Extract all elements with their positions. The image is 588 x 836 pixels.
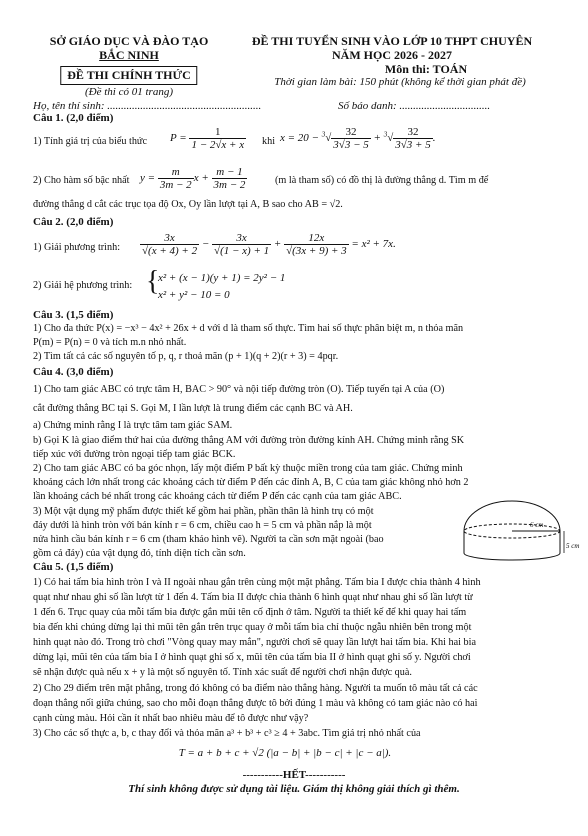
q5-line1: 1) Có hai tấm bia hình tròn I và II ngoài nhau gắn trên cùng một mặt phẳng. Tấm bia I được chia thành 4 hình [33, 577, 481, 588]
cosmetic-container-figure [460, 497, 580, 563]
q3-line2: P(m) = P(n) = 0 và tích m.n nhỏ nhất. [33, 337, 187, 348]
q4-line2: cắt đường thẳng BC tại S. Gọi M, I lần lượt là trung điểm các cạnh BC và AH. [33, 403, 353, 414]
q4-line7: khoảng cách lớn nhất trong các khoảng cách từ điểm P đến các đỉnh A, B, C của tam giác không nhỏ hơn 2 [33, 477, 469, 488]
province-name: BẮC NINH [99, 48, 159, 62]
q3-title: Câu 3. (1,5 điểm) [33, 309, 114, 321]
q5-line10: cạnh cùng màu. Hỏi cần ít nhất bao nhiêu màu để tô được như vậy? [33, 713, 309, 724]
q1-x-value: x = 20 − $^3$√ $\frac{32}{3√3 - 5}$ + $^3$√ $\frac{32}{3√3 + 5}$ . [280, 126, 436, 151]
candidate-number: Số báo danh: ................................. [338, 100, 491, 112]
q5-expression: T = a + b + c + √2 (|a − b| + |b − c| + |c − a|). [178, 747, 392, 759]
q4-line4: b) Gọi K là giao điểm thứ hai của đường thẳng AM với đường tròn đường kính AH. Chứng minh rằng SK [33, 435, 465, 446]
q4-line12: gồm cả đáy) của vật dụng đó, tính diện tích cần sơn. [33, 548, 246, 559]
system-brace: { [146, 266, 160, 297]
q4-line5: tiếp xúc với đường tròn ngoại tiếp tam giác BCK. [33, 449, 236, 460]
q1-linear-function: y = $\frac{m}{3m - 2}$ x + $\frac{m - 1}{3m - 2}$ [140, 166, 246, 191]
subject: Môn thi: TOÁN [384, 62, 468, 76]
q1-when: khi [262, 136, 276, 147]
q5-line8: 2) Cho 29 điểm trên mặt phẳng, trong đó không có ba điểm nào thẳng hàng. Người ta muốn tô màu tất cả các [33, 683, 478, 694]
q2-system-eq2: x² + y² − 10 = 0 [158, 289, 230, 301]
footer-note: Thí sinh không được sử dụng tài liệu. Giám thị không giải thích gì thêm. [128, 783, 460, 795]
q5-line11: 3) Cho các số thực a, b, c thay đổi và thỏa mãn a³ + b³ + c³ ≥ 4 + 3abc. Tìm giá trị nhỏ nhất của [33, 728, 421, 739]
q4-line10: đáy dưới là hình tròn với bán kính r = 6 cm, chiều cao h = 5 cm và phần nắp là một [33, 520, 372, 531]
q3-line1: 1) Cho đa thức P(x) = −x³ − 4x² + 26x + d với d là tham số thực. Tìm hai số thực phân biệt m, n thỏa mãn [33, 323, 464, 334]
q1-part2-mid: (m là tham số) có đồ thị là đường thẳng d. Tìm m để [275, 175, 489, 186]
official-label: ĐỀ THI CHÍNH THỨC [60, 66, 197, 85]
q5-line4: bia đến khi chúng dừng lại thì mũi tên gắn trên trục quay ở mỗi tấm bia chỉ thuộc ngẫu nhiên bên trong một [33, 622, 472, 633]
q1-part1-text: 1) Tính giá trị của biểu thức [33, 136, 147, 147]
school-year: NĂM HỌC 2026 - 2027 [332, 48, 452, 62]
q4-title: Câu 4. (3,0 điểm) [33, 366, 114, 378]
candidate-name: Họ, tên thí sinh: ........................................................ [33, 100, 262, 112]
q2-part1-text: 1) Giải phương trình: [33, 242, 121, 253]
q5-line2: quạt như nhau ghi số lần lượt từ 1 đến 4. Tấm bia II được chia thành 6 hình quạt như nhau ghi số lần lượt từ [33, 592, 473, 603]
q5-line3: 1 đến 6. Trục quay của mỗi tấm bia được gắn mũi tên cố định ở tâm. Người ta thiết kế để khi quay hai tấm [33, 607, 467, 618]
end-marker: -----------HẾT----------- [242, 769, 346, 781]
q4-line1: 1) Cho tam giác ABC có trực tâm H, BAC > 90° và nội tiếp đường tròn (O). Tiếp tuyến tại A của (O) [33, 384, 445, 395]
q1-title: Câu 1. (2,0 điểm) [33, 112, 114, 124]
q1-part2-text: 2) Cho hàm số bậc nhất [33, 175, 130, 186]
q2-equation: $\frac{3x}{√(x + 4) + 2}$ − $\frac{3x}{√(1 - x) + 1}$ + $\frac{12x}{√(3x + 9) + 3}$ = x² + 7x. [142, 232, 396, 257]
pages-note: (Đề thi có 01 trang) [85, 86, 173, 98]
q2-part2-text: 2) Giải hệ phương trình: [33, 280, 133, 291]
q2-system-eq1: x² + (x − 1)(y + 1) = 2y² − 1 [158, 272, 286, 284]
q4-line11: nửa hình cầu bán kính r = 6 cm (tham khảo hình vẽ). Người ta cần sơn mặt ngoài (bao [33, 534, 384, 545]
time-allowed: Thời gian làm bài: 150 phút (không kể thời gian phát đề) [274, 76, 526, 88]
figure-height-label: 5 cm [566, 542, 580, 550]
figure-radius-label: 6 cm [530, 521, 544, 529]
q4-line3: a) Chứng minh rằng I là trực tâm tam giác SAM. [33, 420, 233, 431]
q2-title: Câu 2. (2,0 điểm) [33, 216, 114, 228]
exam-title: ĐỀ THI TUYỂN SINH VÀO LỚP 10 THPT CHUYÊN [251, 34, 533, 48]
q5-line9: đoạn thẳng nối giữa chúng, sao cho mỗi đoạn thẳng được tô bởi đúng 1 màu và không có tam giác nào có hai [33, 698, 478, 709]
q4-line9: 3) Một vật dụng mỹ phẩm được thiết kế gồm hai phần, phần thân là hình trụ có một [33, 506, 374, 517]
q4-line8: lần khoảng cách bé nhất trong các khoảng cách từ điểm P đến các cạnh của tam giác ABC. [33, 491, 402, 502]
q4-line6: 2) Cho tam giác ABC có ba góc nhọn, lấy một điểm P bất kỳ thuộc miền trong của tam giác. Chứng minh [33, 463, 463, 474]
q1-expression: P = $\frac{1}{1 - 2√x + x}$ [170, 126, 245, 151]
q3-line3: 2) Tìm tất cả các số nguyên tố p, q, r thoả mãn (p + 1)(q + 2)(r + 3) = 4pqr. [33, 351, 339, 362]
q5-line5: hình quạt nào đó. Trong trò chơi "Vòng quay may mắn", người chơi sẽ quay lần lượt hai tấm bia. Khi hai bia [33, 637, 476, 648]
q5-line7: sẽ nhận được quà nếu x + y là một số nguyên tố. Tính xác suất để người chơi nhận được quà. [33, 667, 412, 678]
dept-name: SỞ GIÁO DỤC VÀ ĐÀO TẠO [49, 34, 209, 48]
q5-line6: dừng lại, mũi tên của tấm bia I ở hình quạt ghi số x, mũi tên của tấm bia II ở hình quạt ghi số y. Người chơi [33, 652, 471, 663]
q1-part2-line2: đường thẳng d cắt các trục tọa độ Ox, Oy lần lượt tại A, B sao cho AB = √2. [33, 199, 343, 210]
q5-title: Câu 5. (1,5 điểm) [33, 561, 114, 573]
